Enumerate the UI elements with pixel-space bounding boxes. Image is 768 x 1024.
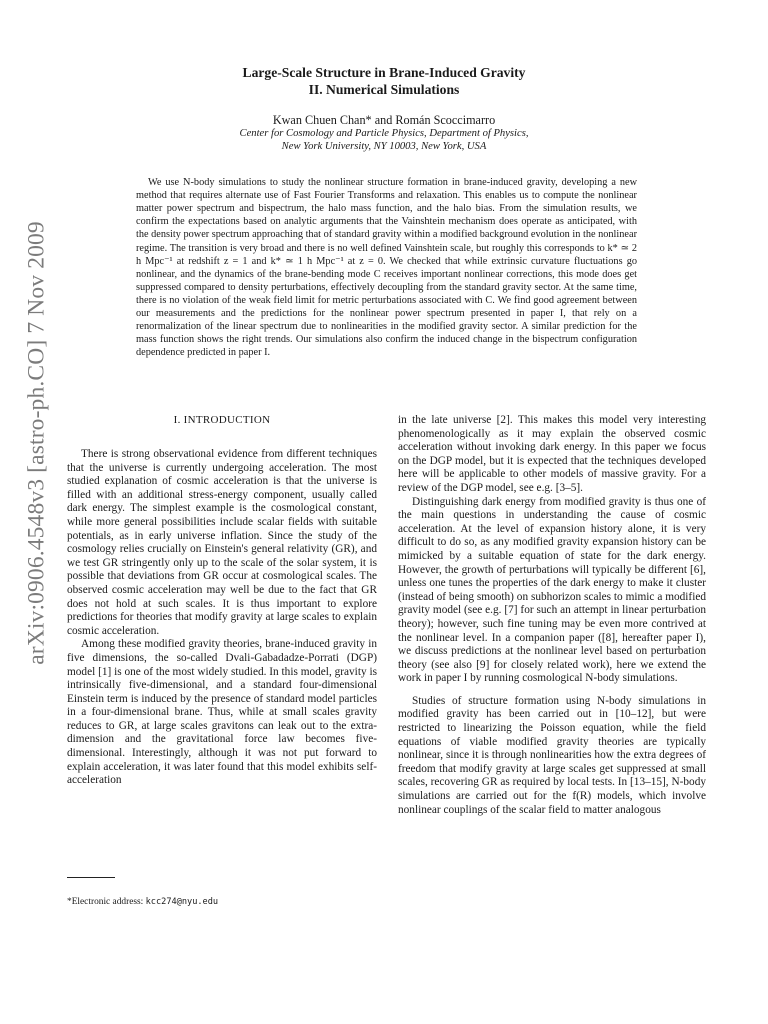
arxiv-identifier-stamp (22, 215, 52, 670)
intro-paragraph-1: There is strong observational evidence from different techniques that the universe is currently undergoing acceleration. The most studied explanation of cosmic acceleration is that the universe is filled with an additional stress-energy component, usually called dark energy. The simplest example is the cosmological constant, while more general possibilities include scalar fields with suitable potentials, as in early universe inflation. Since the study of the cosmology relies crucially on Einstein's general relativity (GR), and we test GR stringently only up to the scale of the solar system, it is possible that deviations from GR occur at cosmological scales. The observed cosmic acceleration may well be due to the fact that GR does not hold at such scales. It is thus important to explore predictions for theories that modify gravity at large scales to explain cosmic acceleration. (67, 448, 377, 637)
abstract: We use N-body simulations to study the nonlinear structure formation in brane-induced gravity, developing a new method that requires alternate use of Fast Fourier Transforms and relaxation. This enables us to compute the nonlinear matter power spectrum and bispectrum, the halo mass function, and the halo bias. From the simulation results, we confirm the expectations based on analytic arguments that the Vainshtein mechanism does operate as anticipated, with the density power spectrum approaching that of standard gravity within a modified background evolution in the nonlinear regime. The transition is very broad and there is no well defined Vainshtein scale, but roughly this corresponds to k* ≃ 2 h Mpc⁻¹ at redshift z = 1 and k* ≃ 1 h Mpc⁻¹ at z = 0. We checked that while extrinsic curvature fluctuations go nonlinear, and the dynamics of the brane-bending mode C receives important nonlinear corrections, this mode does get suppressed compared to density perturbations, effectively decoupling from the standard gravity sector. At the same time, there is no violation of the weak field limit for metric perturbations associated with C. We find good agreement between our measurements and the predictions for the nonlinear power spectrum presented in paper I, that rely on a renormalization of the linear spectrum due to nonlinearities in the modified gravity sector. A similar prediction for the mass function shows the right trends. Our simulations also confirm the induced change in the bispectrum configuration dependence predicted in paper I. (136, 177, 637, 358)
right-column (398, 414, 706, 817)
author-list: Kwan Chuen Chan* and Román Scoccimarro (272, 113, 496, 127)
paper-title (0, 64, 768, 98)
footnote-label: *Electronic address: (67, 897, 146, 907)
title-line-2: II. Numerical Simulations (308, 82, 460, 97)
paragraph-gap (398, 686, 706, 695)
affiliation (0, 127, 768, 153)
footnote-rule (67, 877, 115, 878)
section-heading-introduction: I. INTRODUCTION (173, 414, 271, 426)
title-line-1: Large-Scale Structure in Brane-Induced Gravity (242, 65, 526, 80)
intro-paragraph-3: in the late universe [2]. This makes this model very interesting phenomenologically as it may explain the observed cosmic acceleration without invoking dark energy. In this paper we focus on the DGP model, but it is expected that the techniques developed here will be applicable to other models of massive gravity. For a review of the DGP model, see e.g. [3–5]. (398, 414, 706, 494)
intro-paragraph-4: Distinguishing dark energy from modified gravity is thus one of the main questions in understanding the cause of cosmic acceleration. At the level of expansion history alone, it is very difficult to do so, as any modified gravity expansion history can be mimicked by a suitable equation of state for the dark energy. However, the growth of perturbations will typically be different [6], unless one tunes the properties of the dark energy to make it cluster (instead of being smooth) on subhorizon scales to mimic a modified gravity model (see e.g. [7] for such an attempt in linear perturbation theory); however, such fine tuning may be even more contrived at the nonlinear level. In a companion paper ([8], hereafter paper I), we discuss predictions at the nonlinear level based on perturbation theory (see also [9] for closely related work), here we extend the work in paper I by running cosmological N-body simulations. (398, 495, 706, 685)
affiliation-line-1: Center for Cosmology and Particle Physics, Department of Physics, (239, 128, 529, 139)
intro-paragraph-5: Studies of structure formation using N-body simulations in modified gravity has been carried out in [10–12], but were restricted to linearizing the Poisson equation, while the field equations of viable modified gravity theories are typically nonlinear, since it is through nonlinearities how the extra degrees of freedom that modify gravity at large scales get suppressed at small scales, recovering GR as required by local tests. In [13–15], N-body simulations are carried out for the f(R) models, which involve nonlinear couplings of the scalar field to matter analogous (398, 694, 706, 816)
intro-paragraph-2: Among these modified gravity theories, brane-induced gravity in five dimensions, the so-called Dvali-Gabadadze-Porrati (DGP) model [1] is one of the most widely studied. In this model, gravity is intrinsically five-dimensional, and a standard four-dimensional Einstein term is induced by the presence of standard model particles in a four-dimensional brane. Thus, while at small scales gravity reduces to GR, at large scales gravitons can leak out to the extra-dimension and the gravitational force law becomes five-dimensional. Interestingly, although it was not put forward to explain acceleration, it was later found that this model exhibits self-acceleration (67, 638, 377, 787)
affiliation-line-2: New York University, NY 10003, New York, USA (281, 141, 487, 152)
left-column (67, 414, 377, 788)
arxiv-stamp-text: arXiv:0906.4548v3 [astro-ph.CO] 7 Nov 2009 (23, 220, 50, 665)
footnote (67, 897, 218, 907)
footnote-email[interactable]: kcc274@nyu.edu (145, 897, 219, 907)
